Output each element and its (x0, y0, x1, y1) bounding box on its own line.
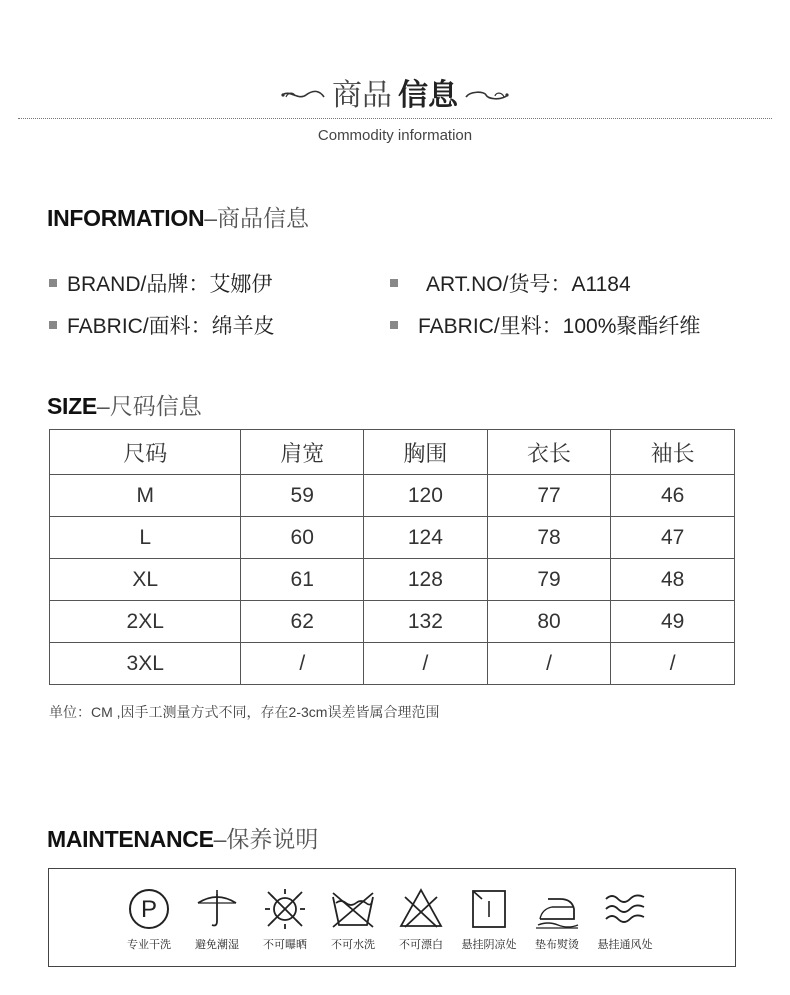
care-instructions-box (48, 868, 736, 967)
information-heading (47, 200, 309, 233)
information-heading-cn: –商品信息 (204, 205, 310, 231)
maintenance-heading-cn: –保养说明 (213, 826, 319, 852)
iron-with-cloth-icon (534, 887, 580, 931)
care-item: P 专业干洗 (109, 887, 189, 952)
table-row (50, 517, 735, 559)
no-bleach-icon (398, 887, 444, 931)
care-item: 不可曝晒 (245, 887, 325, 952)
title-divider (18, 118, 772, 119)
table-cell: 59 (241, 475, 364, 517)
table-cell: 46 (611, 475, 735, 517)
size-heading (47, 388, 202, 421)
table-row (50, 559, 735, 601)
column-header: 胸围 (364, 430, 488, 475)
table-cell: 2XL (50, 601, 241, 643)
svg-text:P: P (140, 896, 158, 923)
maintenance-heading-en: MAINTENANCE (47, 826, 214, 852)
table-row (50, 475, 735, 517)
care-item: 避免潮湿 (177, 887, 257, 952)
size-note: 单位：CM ,因手工测量方式不同，存在2-3cm误差皆属合理范围 (49, 704, 440, 720)
page-subtitle: Commodity information (317, 127, 473, 144)
no-washing-icon (330, 887, 376, 931)
care-item: 不可水洗 (313, 887, 393, 952)
bullet-icon (49, 321, 57, 329)
table-cell: L (50, 517, 241, 559)
table-row (50, 601, 735, 643)
information-heading-en: INFORMATION (47, 205, 205, 231)
info-art-no: ART.NO/货号：A1184 (390, 268, 631, 298)
right-flourish-icon (464, 81, 510, 103)
table-cell: 60 (241, 517, 364, 559)
avoid-humidity-icon (194, 887, 240, 931)
table-row (50, 643, 735, 685)
table-cell: 120 (364, 475, 488, 517)
hang-ventilated-icon (602, 887, 648, 931)
table-cell: 132 (364, 601, 488, 643)
table-cell: 80 (487, 601, 611, 643)
size-table (49, 429, 735, 685)
column-header: 尺码 (50, 430, 241, 475)
table-cell: M (50, 475, 241, 517)
table-cell: 77 (487, 475, 611, 517)
bullet-icon (390, 321, 398, 329)
no-sun-exposure-icon (262, 887, 308, 931)
bullet-icon (49, 279, 57, 287)
professional-dry-clean-icon (126, 887, 172, 931)
table-cell: 79 (487, 559, 611, 601)
table-cell: 49 (611, 601, 735, 643)
title-bold: 信息 (398, 79, 458, 112)
column-header: 衣长 (487, 430, 611, 475)
table-cell: / (487, 643, 611, 685)
table-cell: XL (50, 559, 241, 601)
bullet-icon (390, 279, 398, 287)
care-item: 悬挂通风处 (585, 887, 665, 952)
page-title (0, 70, 790, 114)
care-item: 垫布熨烫 (517, 887, 597, 952)
table-cell: 48 (611, 559, 735, 601)
column-header: 袖长 (611, 430, 735, 475)
table-cell: / (241, 643, 364, 685)
table-header-row (50, 430, 735, 475)
table-cell: 78 (487, 517, 611, 559)
table-cell: 128 (364, 559, 488, 601)
info-fabric: FABRIC/面料：绵羊皮 (49, 310, 275, 340)
table-cell: 124 (364, 517, 488, 559)
care-item: 不可漂白 (381, 887, 461, 952)
size-heading-cn: –尺码信息 (96, 393, 202, 419)
left-flourish-icon (280, 81, 326, 103)
info-brand: BRAND/品牌：艾娜伊 (49, 268, 272, 298)
table-cell: / (611, 643, 735, 685)
column-header: 肩宽 (241, 430, 364, 475)
table-cell: / (364, 643, 488, 685)
care-item: 悬挂阴凉处 (449, 887, 529, 952)
title-thin: 商品 (332, 79, 392, 112)
hang-dry-in-shade-icon (466, 887, 512, 931)
table-cell: 62 (241, 601, 364, 643)
table-cell: 3XL (50, 643, 241, 685)
info-lining: FABRIC/里料：100%聚酯纤维 (390, 310, 700, 340)
maintenance-heading (47, 821, 318, 854)
table-cell: 47 (611, 517, 735, 559)
size-heading-en: SIZE (47, 393, 97, 419)
table-cell: 61 (241, 559, 364, 601)
